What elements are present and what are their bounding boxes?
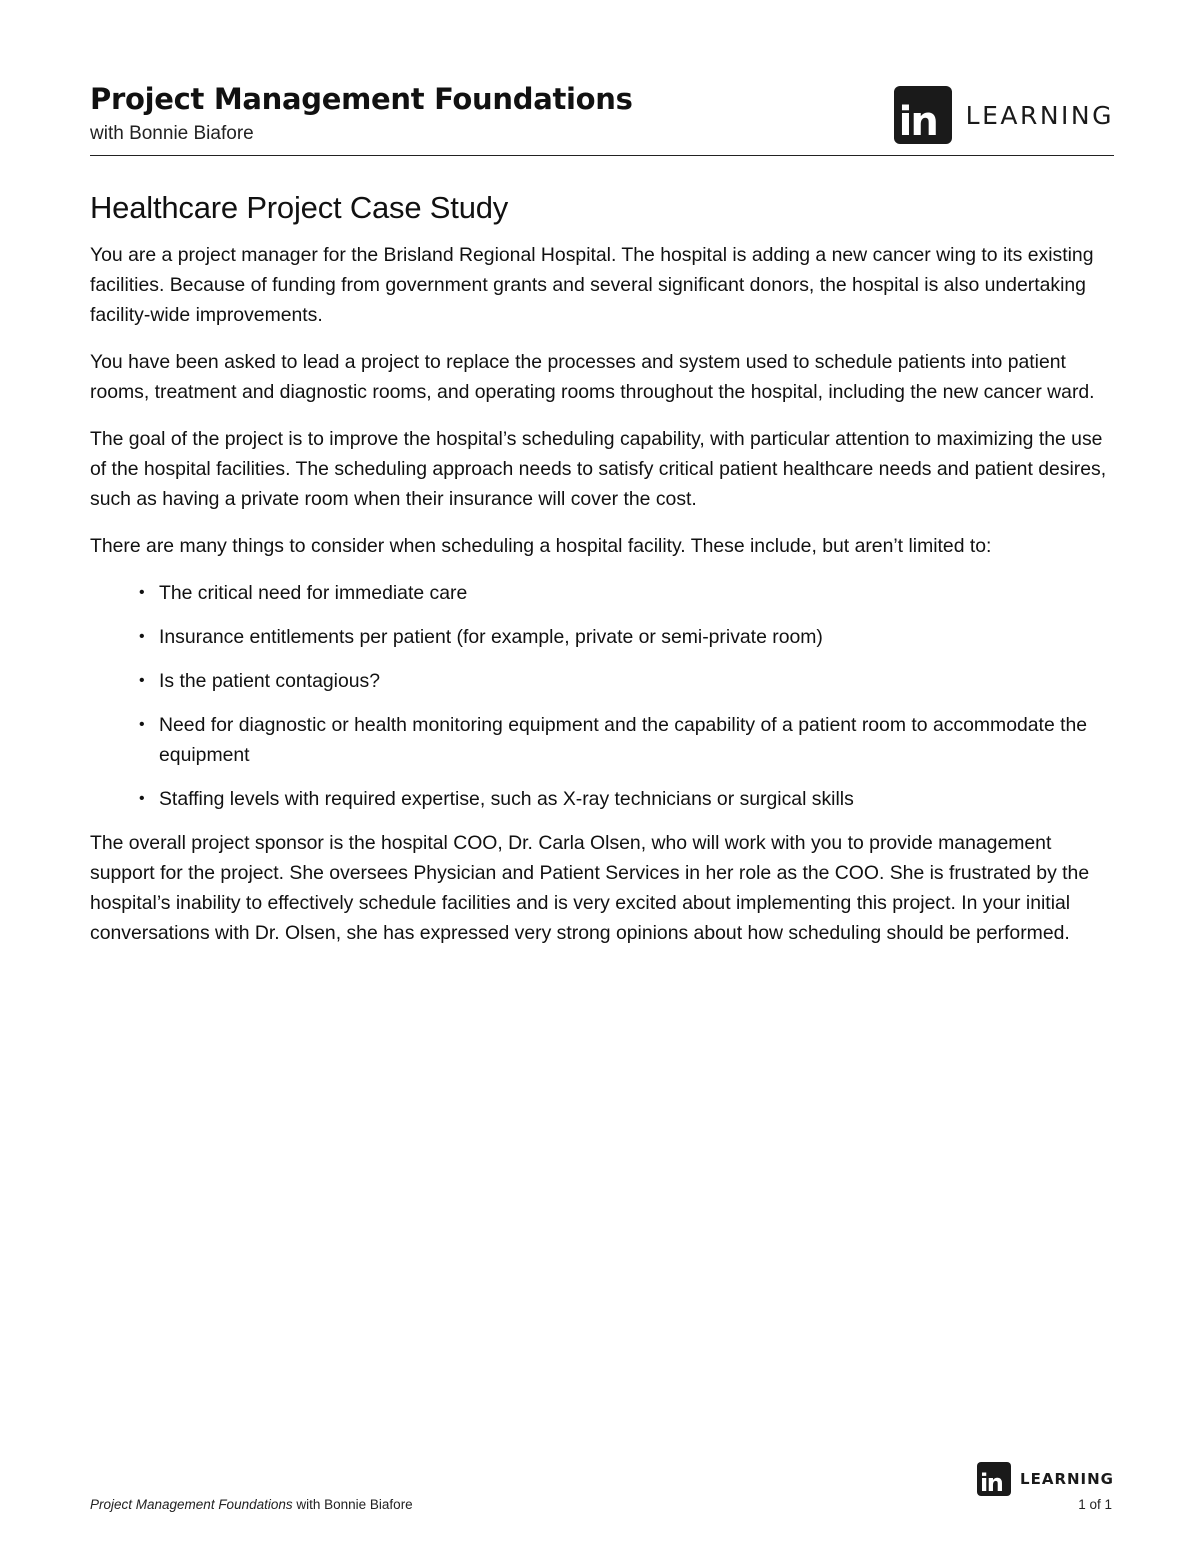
footer-author: with Bonnie Biafore [292, 1497, 413, 1512]
list-item-text: The critical need for immediate care [159, 582, 468, 604]
section-title: Healthcare Project Case Study [90, 190, 509, 225]
list-item-text: Need for diagnostic or health monitoring equipment and the capability of a patient room to accommodate the equipment [159, 714, 1088, 766]
header-divider [90, 155, 1114, 156]
list-item-text: Is the patient contagious? [159, 670, 380, 692]
logo-mark: in [898, 99, 937, 145]
bullet-icon: • [139, 584, 145, 601]
list-item [136, 578, 1114, 608]
paragraph: The overall project sponsor is the hospital COO, Dr. Carla Olsen, who will work with you to provide management support for the project. She oversees Physician and Patient Services in her role as the COO. She is frustrated by the hospital’s inability to effectively schedule facilities and is very excited about implementing this project. In your initial conversations with Dr. Olsen, she has expressed very strong opinions about how scheduling should be performed. [90, 832, 1090, 944]
list-item-text: Staffing levels with required expertise, such as X-ray technicians or surgical skills [159, 788, 854, 810]
page-footer [90, 1462, 1114, 1542]
list-item [136, 622, 1114, 652]
page-header [90, 82, 1114, 158]
footer-linkedin-learning-logo [977, 1462, 1114, 1496]
bullet-icon: • [139, 790, 145, 807]
footer-course-credit [90, 1497, 413, 1512]
paragraph: You have been asked to lead a project to replace the processes and system used to schedule patients into patient rooms, treatment and diagnostic rooms, and operating rooms throughout the hospital, including the new cancer ward. [90, 351, 1095, 403]
document-body [90, 190, 1114, 965]
linkedin-in-icon [977, 1462, 1011, 1496]
bullet-icon: • [139, 672, 145, 689]
paragraph: The goal of the project is to improve the hospital’s scheduling capability, with particular attention to maximizing the use of the hospital facilities. The scheduling approach needs to satisfy critical patient healthcare needs and patient desires, such as having a private room when their insurance will cover the cost. [90, 428, 1107, 510]
considerations-list [90, 578, 1114, 814]
page-number: 1 of 1 [1078, 1497, 1112, 1512]
linkedin-in-icon [894, 86, 952, 144]
bullet-icon: • [139, 716, 145, 733]
list-item-text: Insurance entitlements per patient (for example, private or semi-private room) [159, 626, 823, 648]
paragraph: You are a project manager for the Brisland Regional Hospital. The hospital is adding a new cancer wing to its existing facilities. Because of funding from government grants and several significant donors, the hospital is also undertaking facility-wide improvements. [90, 244, 1094, 326]
course-title: Project Management Foundations [90, 82, 633, 116]
footer-logo-word: LEARNING [1020, 1470, 1114, 1488]
list-item [136, 666, 1114, 696]
course-author: with Bonnie Biafore [90, 123, 254, 144]
linkedin-learning-logo [894, 86, 1114, 144]
footer-course-title: Project Management Foundations [90, 1497, 293, 1512]
paragraph: There are many things to consider when scheduling a hospital facility. These include, but aren’t limited to: [90, 535, 992, 557]
footer-logo-mark: in [980, 1469, 1003, 1497]
logo-word: LEARNING [965, 100, 1114, 130]
list-item [136, 784, 1114, 814]
bullet-icon: • [139, 628, 145, 645]
list-item [136, 710, 1114, 770]
